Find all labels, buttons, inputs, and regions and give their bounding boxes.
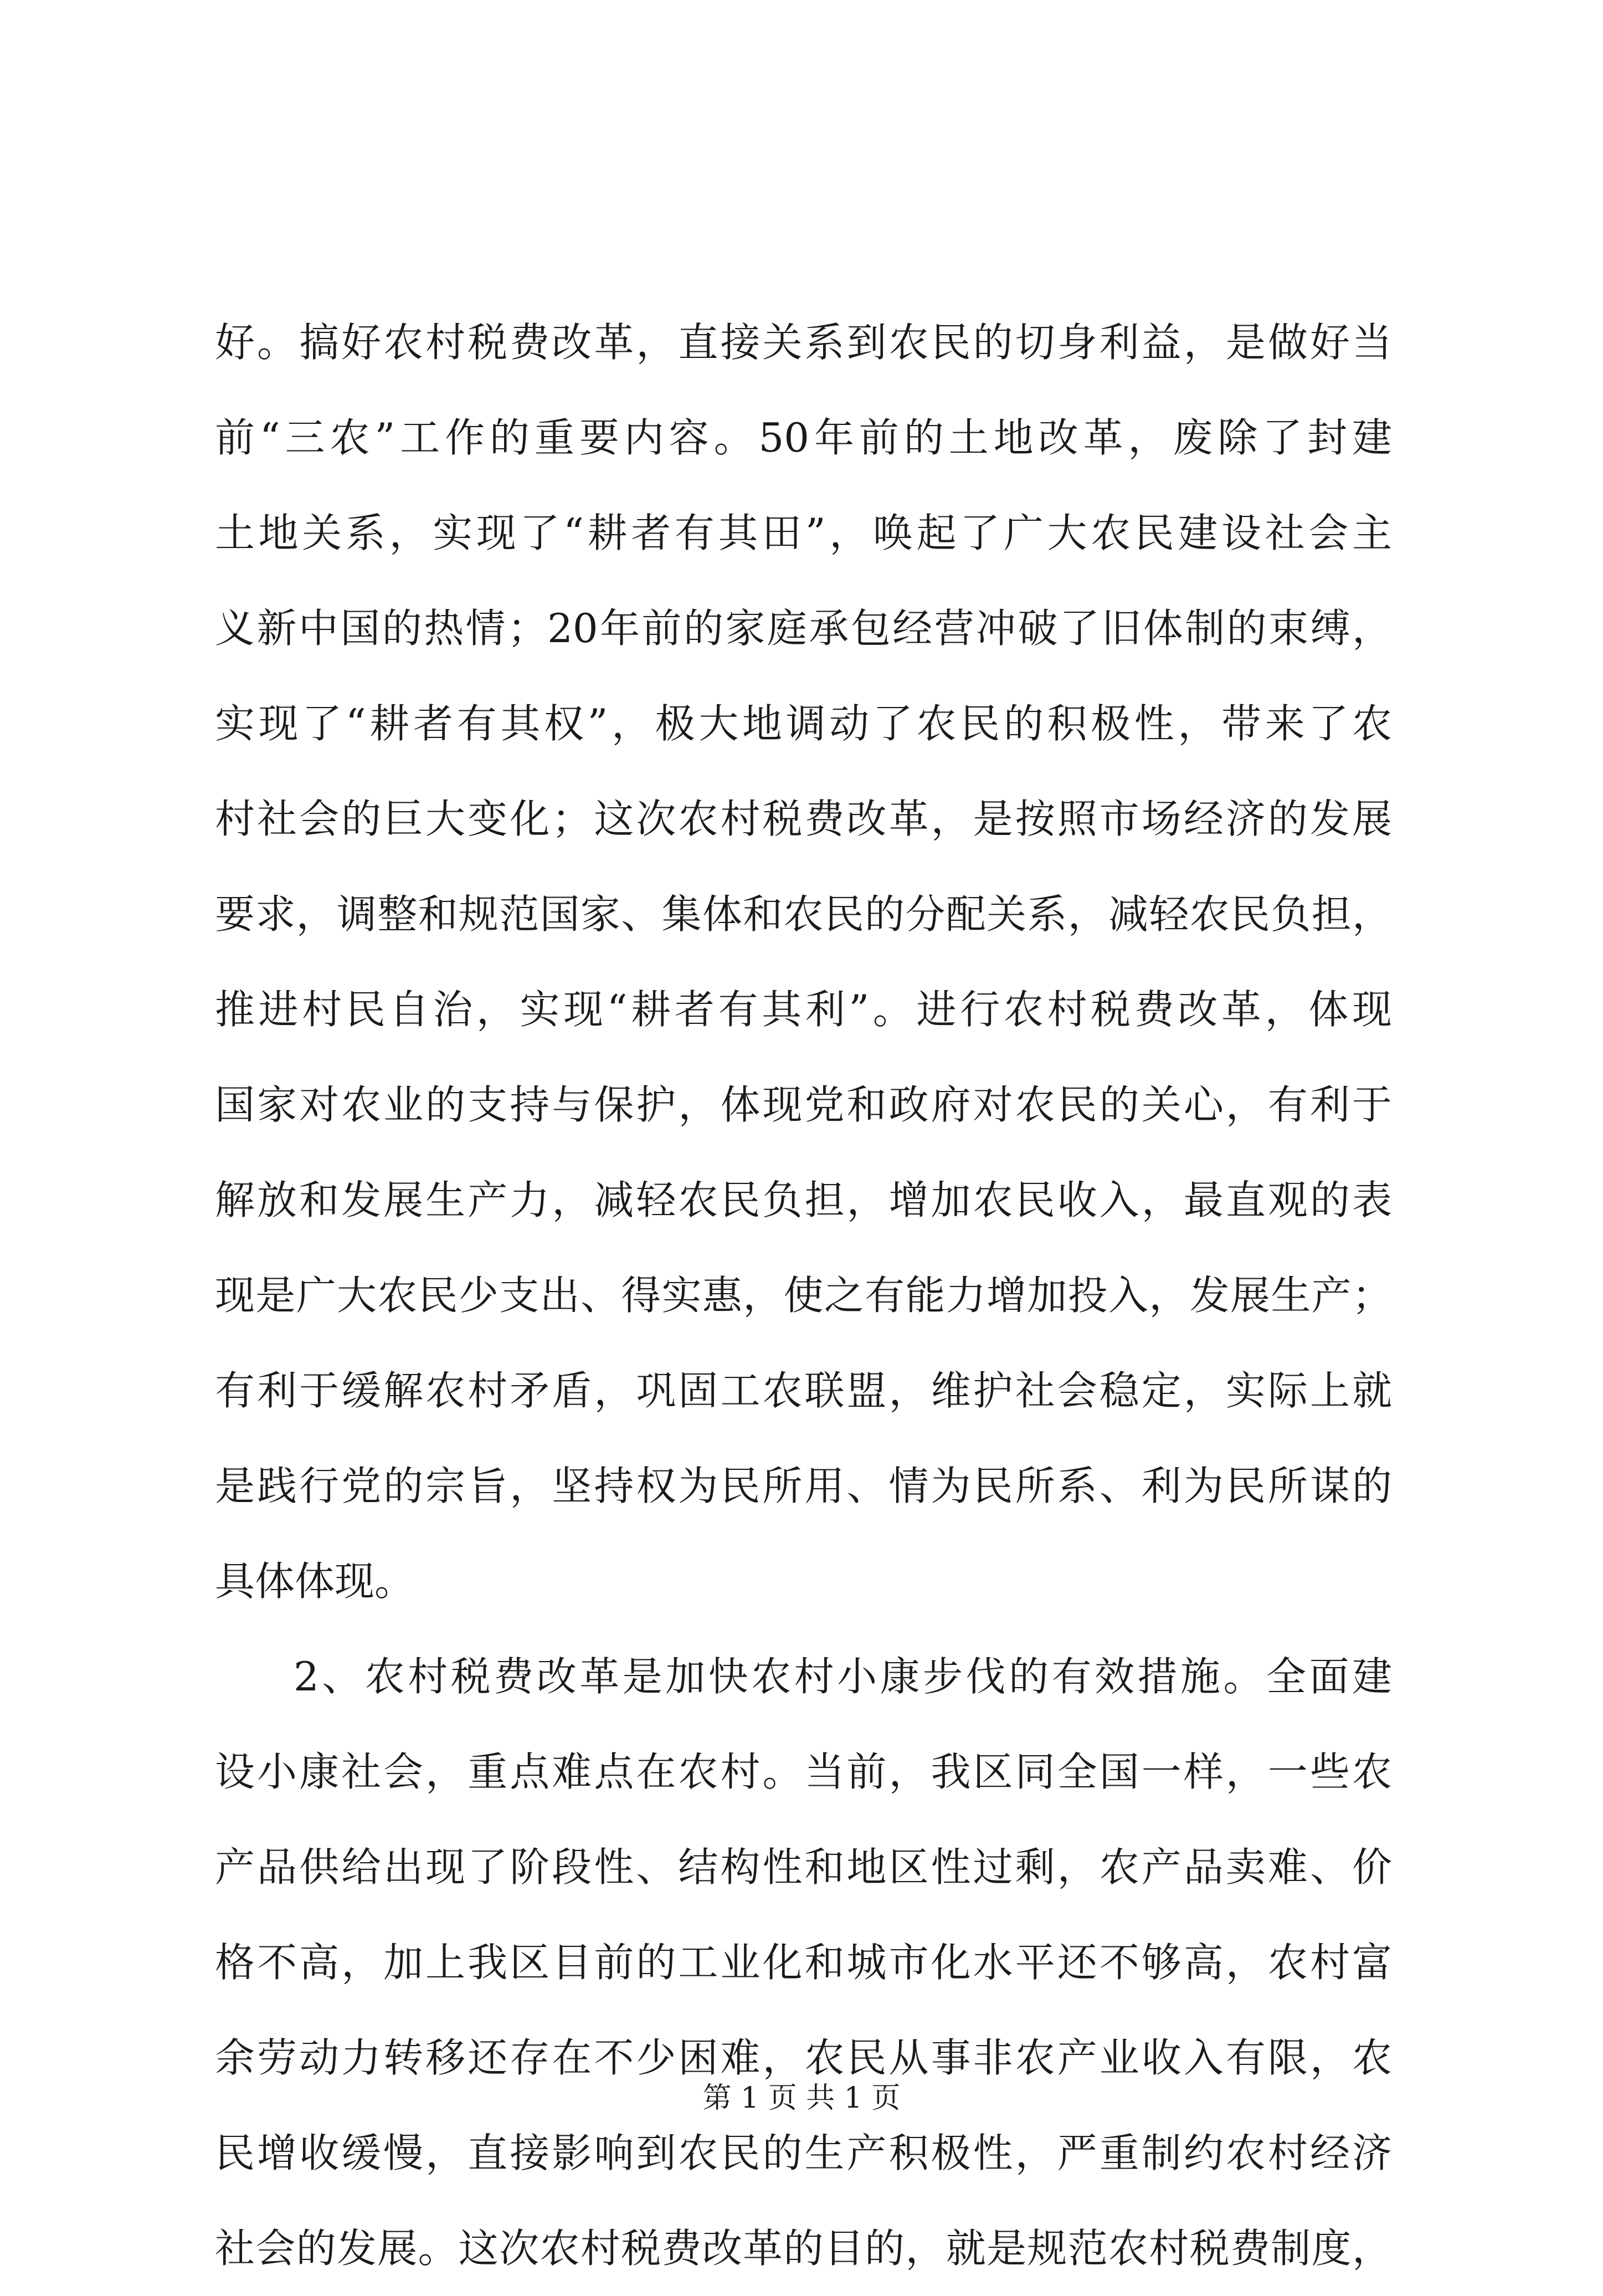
text-line: 前“三农”工作的重要内容。50年前的土地改革，废除了封建 bbox=[215, 414, 1392, 461]
page-footer: 第 1 页 共 1 页 bbox=[702, 2082, 901, 2115]
text-line: 推进村民自治，实现“耕者有其利”。进行农村税费改革，体现 bbox=[215, 986, 1392, 1033]
text-line: 有利于缓解农村矛盾，巩固工农联盟，维护社会稳定，实际上就 bbox=[215, 1367, 1392, 1414]
text-line: 解放和发展生产力，减轻农民负担，增加农民收入，最直观的表 bbox=[215, 1177, 1392, 1223]
text-line: 设小康社会，重点难点在农村。当前，我区同全国一样，一些农 bbox=[215, 1749, 1392, 1795]
text-line: 产品供给出现了阶段性、结构性和地区性过剩，农产品卖难、价 bbox=[215, 1844, 1392, 1890]
text-line: 格不高，加上我区目前的工业化和城市化水平还不够高，农村富 bbox=[215, 1939, 1392, 1986]
text-line: 土地关系，实现了“耕者有其田”，唤起了广大农民建设社会主 bbox=[215, 510, 1392, 556]
text-line: 社会的发展。这次农村税费改革的目的，就是规范农村税费制度， bbox=[215, 2225, 1392, 2272]
text-line: 村社会的巨大变化；这次农村税费改革，是按照市场经济的发展 bbox=[215, 796, 1392, 842]
text-line: 好。搞好农村税费改革，直接关系到农民的切身利益，是做好当 bbox=[215, 319, 1392, 366]
text-line: 余劳动力转移还存在不少困难，农民从事非农产业收入有限，农 bbox=[215, 2034, 1392, 2081]
text-line: 具体体现。 bbox=[215, 1558, 415, 1605]
text-line: 国家对农业的支持与保护，体现党和政府对农民的关心，有利于 bbox=[215, 1082, 1392, 1128]
text-line: 义新中国的热情；20年前的家庭承包经营冲破了旧体制的束缚， bbox=[215, 605, 1392, 652]
text-line: 是践行党的宗旨，坚持权为民所用、情为民所系、利为民所谋的 bbox=[215, 1463, 1392, 1509]
text-line: 实现了“耕者有其权”，极大地调动了农民的积极性，带来了农 bbox=[215, 700, 1392, 747]
text-line: 现是广大农民少支出、得实惠，使之有能力增加投入，发展生产； bbox=[215, 1272, 1392, 1319]
paragraph-2 bbox=[215, 1629, 1392, 2296]
text-line: 要求，调整和规范国家、集体和农民的分配关系，减轻农民负担， bbox=[215, 891, 1392, 937]
paragraph-1 bbox=[215, 295, 1392, 1629]
body-text bbox=[215, 295, 1392, 2296]
text-line: 民增收缓慢，直接影响到农民的生产积极性，严重制约农村经济 bbox=[215, 2130, 1392, 2176]
text-line: 2、农村税费改革是加快农村小康步伐的有效措施。全面建 bbox=[294, 1653, 1392, 1700]
